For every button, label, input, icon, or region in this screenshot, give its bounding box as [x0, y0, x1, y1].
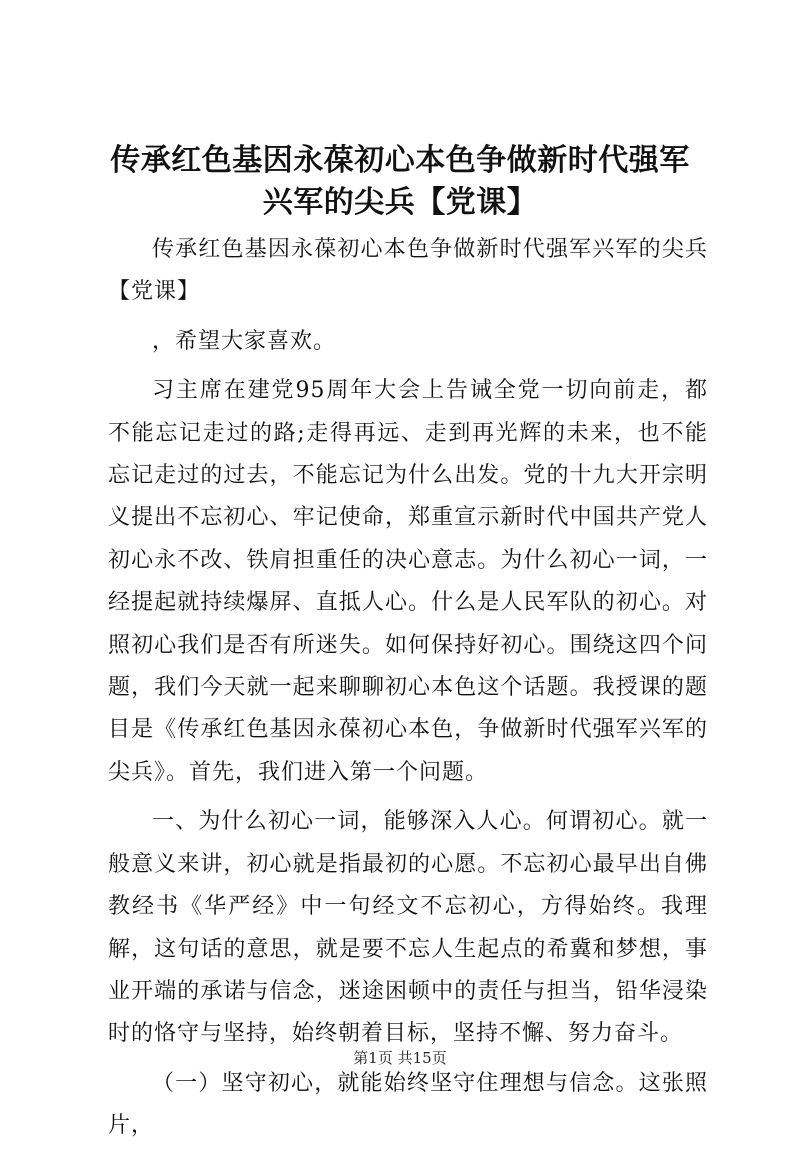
- paragraph-greeting: ，希望大家喜欢。: [152, 328, 337, 354]
- document-title: 传承红色基因永葆初心本色争做新时代强军兴军的尖兵【党课】: [110, 143, 690, 220]
- paragraph-section-one: 一、为什么初心一词，能够深入人心。何谓初心。就一般意义来讲，初心就是指最初的心愿。不忘初心最早出自佛教经书《华严经》中一句经文不忘初心，方得始终。我理解，这句话的意思，就是要不忘人生起点的希冀和梦想，事业开端的承诺与信念，迷途困顿中的责任与担当，铅华浸染时的恪守与坚持，始终朝着目标，坚持不懈、努力奋斗。: [108, 809, 708, 1047]
- paragraph-subsection-one: （一）坚守初心，就能始终坚守住理想与信念。这张照片，: [108, 1070, 708, 1139]
- paragraph-intro: 习主席在建党95周年大会上告诫全党一切向前走，都不能忘记走过的路;走得再远、走到再光辉的未来，也不能忘记走过的过去，不能忘记为什么出发。党的十九大开宗明义提出不忘初心、牢记使命，郑重宣示新时代中国共产党人初心永不改、铁肩担重任的决心意志。为什么初心一词，一经提起就持续爆屏、直抵人心。什么是人民军队的初心。对照初心我们是否有所迷失。如何保持好初心。围绕这四个问题，我们今天就一起来聊聊初心本色这个话题。我授课的题目是《传承红色基因永葆初心本色，争做新时代强军兴军的尖兵》。首先，我们进入第一个问题。: [108, 378, 708, 785]
- paragraph-subtitle: 传承红色基因永葆初心本色争做新时代强军兴军的尖兵【党课】: [108, 237, 708, 305]
- page-footer: 第1页 共15页: [353, 1049, 447, 1067]
- document-body: [108, 229, 708, 1155]
